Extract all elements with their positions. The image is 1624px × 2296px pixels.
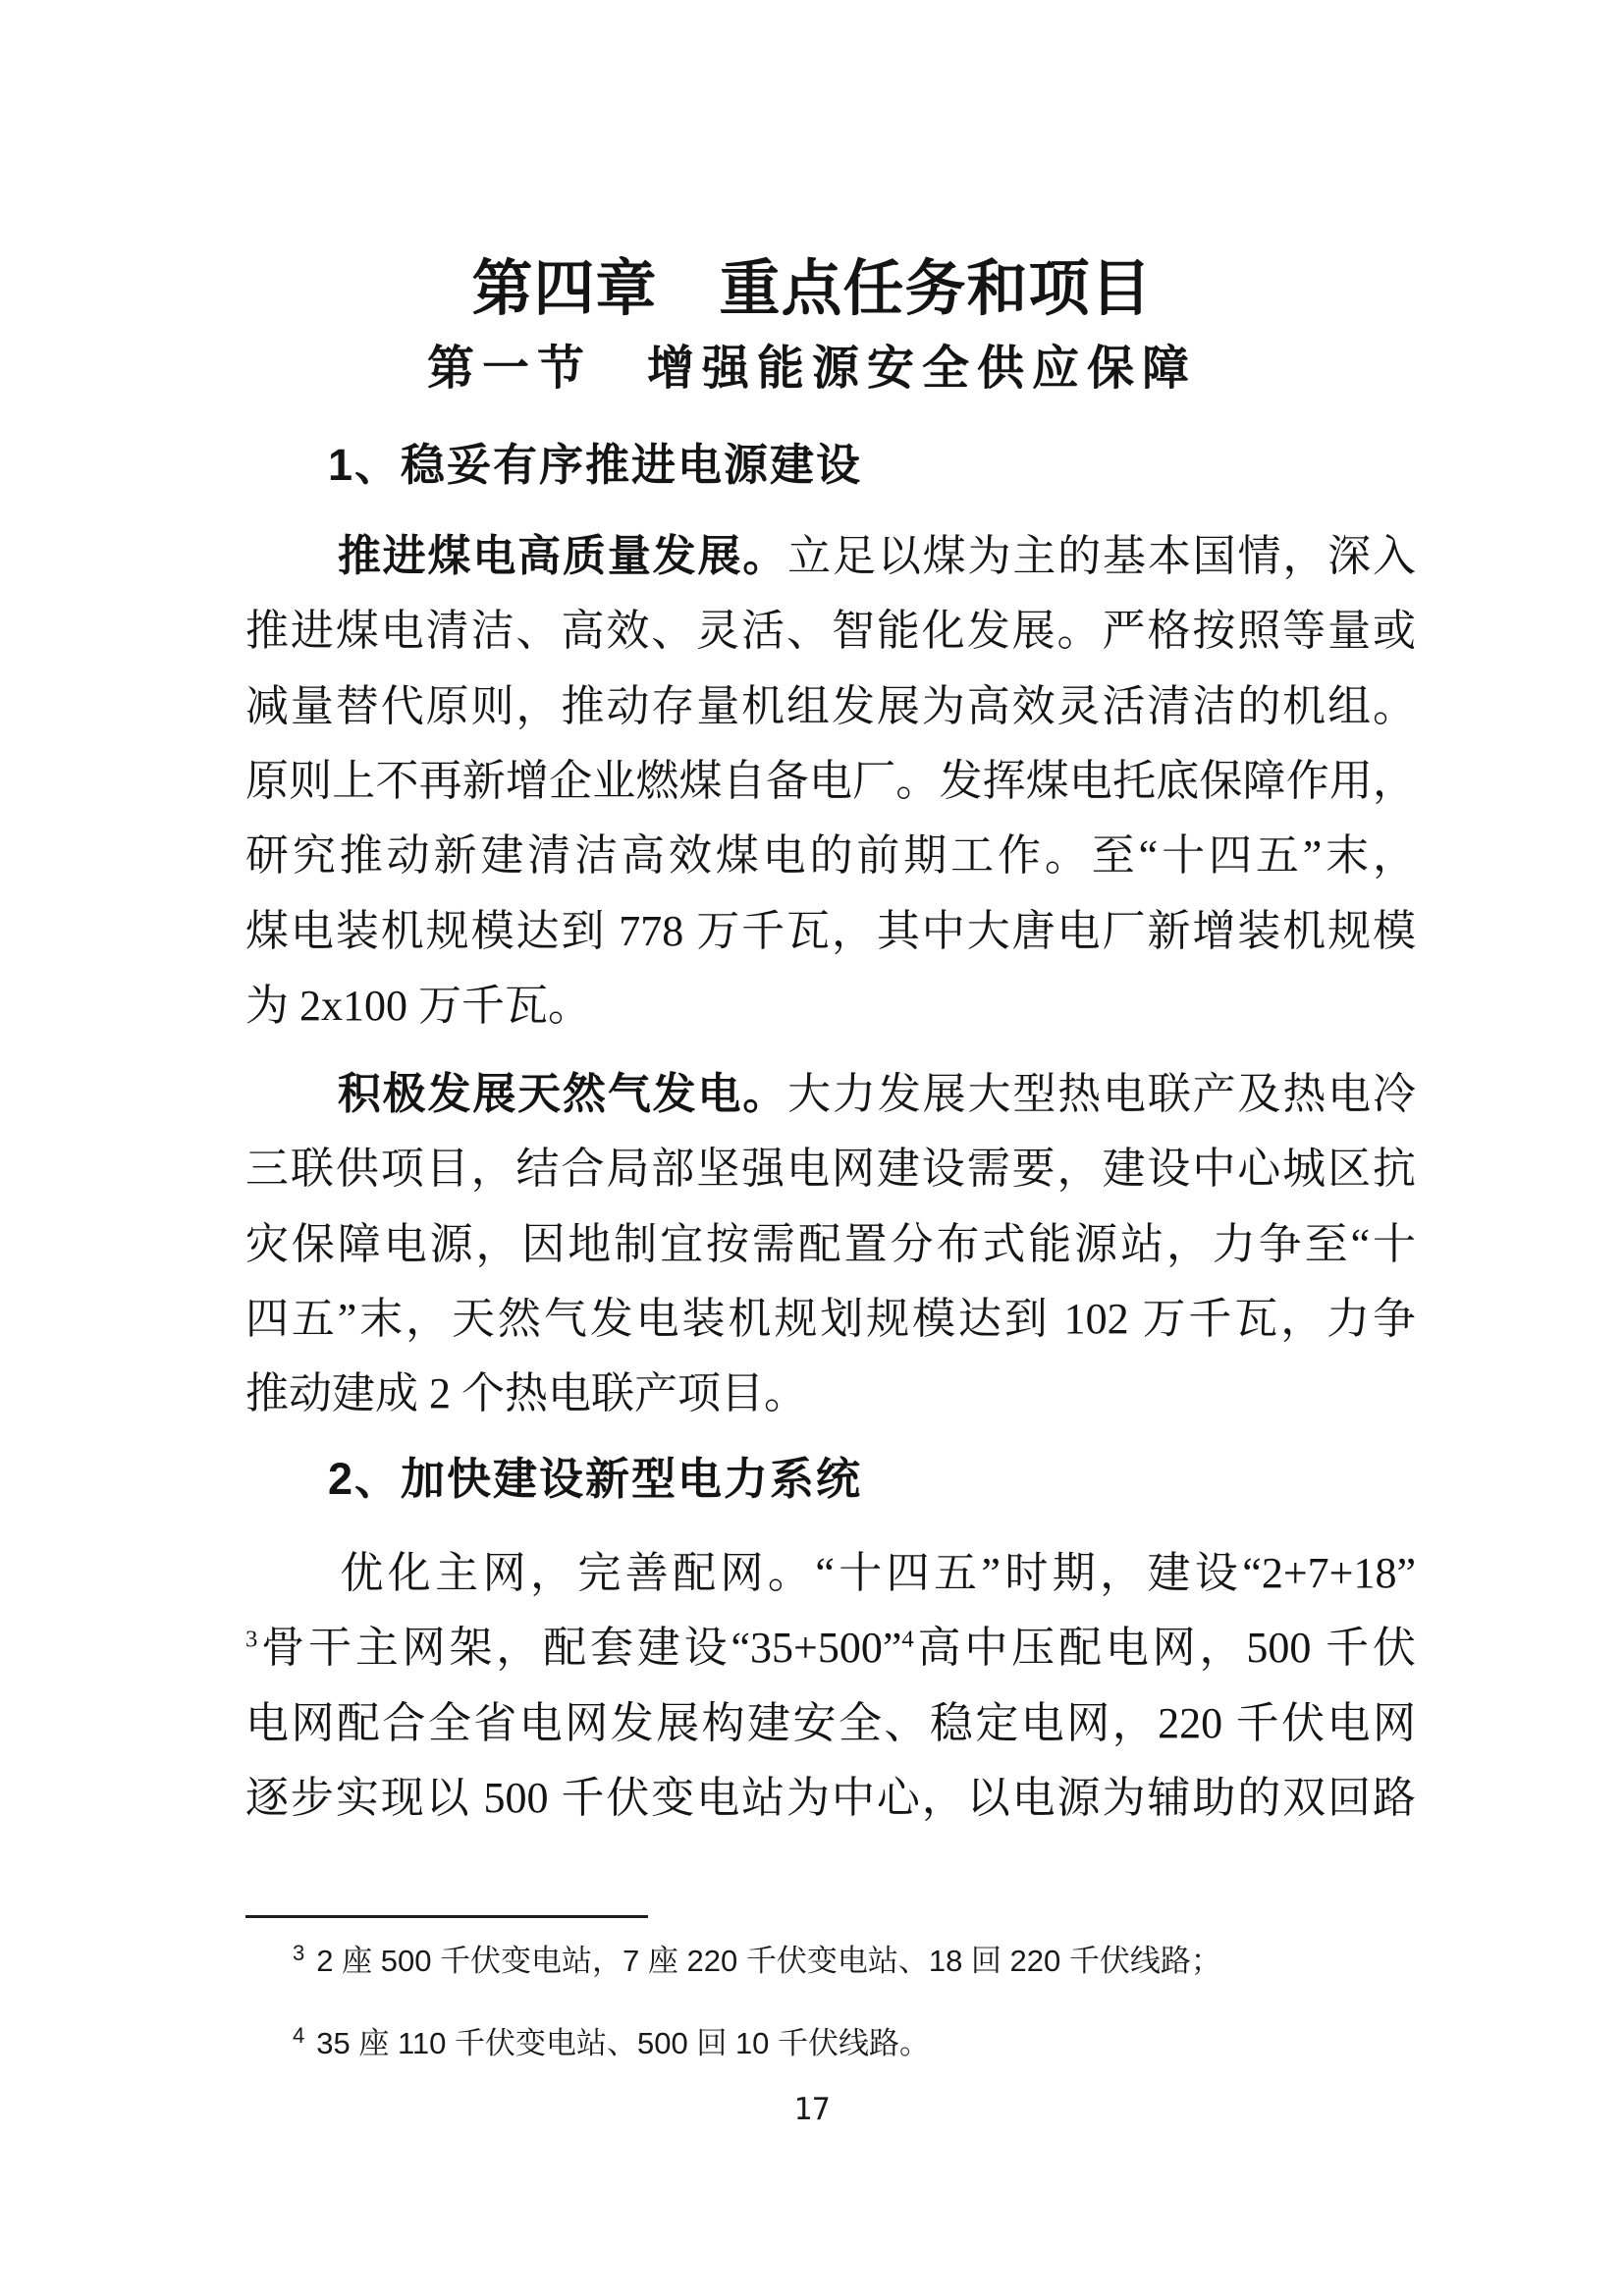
text-run: 高中压配电网，500 千伏 [913,1624,1416,1673]
text-line [245,594,1416,668]
bold-lead-text: 积极发展天然气发电。 [336,1070,788,1118]
text-run: 灾保障电源，因地制宜按需配置分布式能源站，力争至“十 [245,1219,1416,1268]
footnote-4-text: 35 座 110 千伏变电站、500 回 10 千伏线路。 [316,2026,931,2060]
text-line [245,744,1416,819]
text-run: 立足以煤为主的基本国情，深入 [787,532,1416,580]
text-line [245,519,1416,594]
text-run: 煤电装机规模达到 778 万千瓦，其中大唐电厂新增装机规模 [245,906,1416,955]
footnote-3-marker: 3 [293,1940,305,1965]
paragraph-gas-power [245,1057,1416,1432]
text-run: 推动建成 2 个热电联产项目。 [245,1369,807,1418]
page-number: 17 [793,2092,831,2127]
text-run: 优化主网，完善配网。“十四五”时期，建设“2+7+18” [336,1549,1416,1597]
text-line [245,1536,1416,1611]
footnote-3 [245,1941,1463,1982]
footnote-4-marker: 4 [293,2022,305,2048]
text-run: 三联供项目，结合局部坚强电网建设需要，建设中心城区抗 [245,1145,1416,1194]
text-run: 减量替代原则，推动存量机组发展为高效灵活清洁的机组。 [245,681,1416,730]
text-line [245,969,1416,1043]
chapter-title: 第四章 重点任务和项目 [471,256,1153,323]
superscript-ref: 3 [245,1626,258,1653]
text-run: 推进煤电清洁、高效、灵活、智能化发展。严格按照等量或 [245,607,1416,656]
paragraph-coal-power [245,519,1416,1043]
text-line [245,1761,1416,1836]
text-run: 研究推动新建清洁高效煤电的前期工作。至“十四五”末， [245,831,1416,881]
text-run: 大力发展大型热电联产及热电冷 [787,1070,1416,1118]
text-run: 骨干主网架，配套建设“35+500” [257,1624,902,1673]
text-line [245,819,1416,893]
text-line [245,1132,1416,1206]
footnote-divider [245,1915,648,1918]
footnote-3-text: 2 座 500 千伏变电站，7 座 220 千伏变电站、18 回 220 千伏线路； [316,1944,1221,1978]
paragraph-power-grid [245,1536,1416,1836]
numbered-heading-1: 1、稳妥有序推进电源建设 [328,440,863,490]
footnote-4 [245,2023,1463,2064]
text-run: 原则上不再新增企业燃煤自备电厂。发挥煤电托底保障作用， [245,756,1416,805]
superscript-ref: 4 [901,1626,914,1653]
section-title: 第一节 增强能源安全供应保障 [426,343,1197,395]
text-line [245,1282,1416,1357]
text-line [245,1611,1416,1685]
numbered-heading-2: 2、加快建设新型电力系统 [328,1454,863,1504]
text-line [245,669,1416,744]
text-line [245,1057,1416,1132]
text-line [245,894,1416,969]
text-line [245,1357,1416,1431]
text-run: 电网配合全省电网发展构建安全、稳定电网，220 千伏电网 [245,1698,1416,1747]
bold-lead-text: 推进煤电高质量发展。 [336,532,788,580]
text-run: 为 2x100 万千瓦。 [245,981,591,1030]
text-line [245,1686,1416,1761]
text-run: 逐步实现以 500 千伏变电站为中心，以电源为辅助的双回路 [245,1773,1416,1822]
text-run: 四五”末，天然气发电装机规划规模达到 102 万千瓦，力争 [245,1294,1416,1343]
text-line [245,1207,1416,1282]
